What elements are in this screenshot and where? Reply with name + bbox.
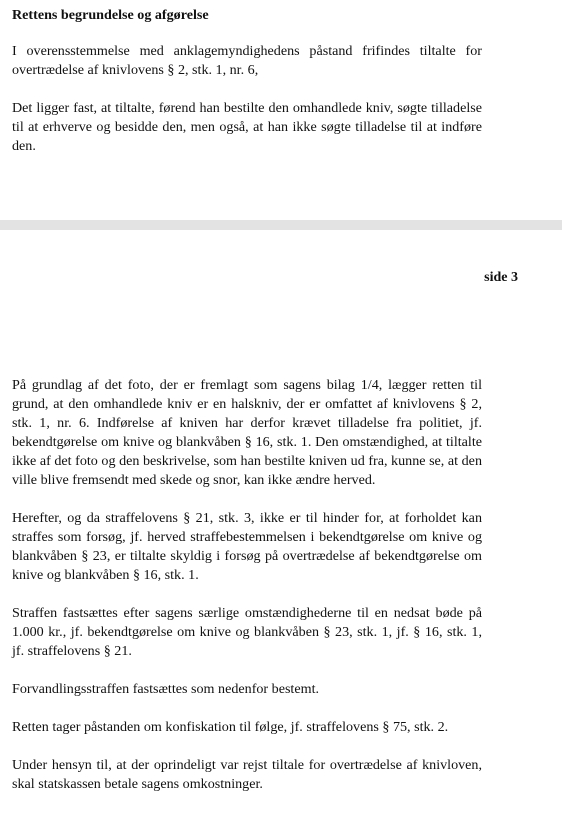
paragraph-confiscation: Retten tager påstanden om konfiskation til følge, jf. straffelovens § 75, stk. 2. (12, 719, 449, 735)
paragraph-acquittal: I overensstemmelse med anklagemyndighedens påstand frifindes tiltalte for overtrædelse af knivlovens § 2, stk. 1, nr. 6, (12, 43, 482, 78)
paragraph-knife-assessment: På grundlag af det foto, der er fremlagt som sagens bilag 1/4, lægger retten til grund, at den omhandlede kniv er en halskniv, der er omfattet af knivlovens § 2, stk. 1, nr. 6. Indførelse af kniven har derfor krævet tilladelse fra politiet, jf. bekendtgørelse om knive og blankvåben § 16, stk. 1. Den omstændighed, at tiltalte ikke af det foto og den beskrivelse, som han bestilte kniven ud fra, kunne se, at den ville blive fremsendt med skede og snor, kan ikke ændre herved. (12, 377, 482, 488)
paragraph-conversion: Forvandlingsstraffen fastsættes som nedenfor bestemt. (12, 681, 320, 697)
page-number: side 3 (484, 270, 518, 285)
page-top-content (12, 6, 482, 175)
section-heading: Rettens begrundelse og afgørelse (12, 7, 209, 23)
document-page-top (0, 0, 562, 220)
page-separator (0, 220, 562, 230)
paragraph-attempt: Herefter, og da straffelovens § 21, stk. 3, ikke er til hinder for, at forholdet kan straffes som forsøg, jf. herved straffebestemmelsen i bekendtgørelse om knive og blankvåben § 23, er tiltalte skyldig i forsøg på overtrædelse af bekendtgørelse om knive og blankvåben § 16, stk. 1. (12, 510, 482, 583)
paragraph-facts: Det ligger fast, at tiltalte, førend han bestilte den omhandlede kniv, søgte tilladelse til at erhverve og besidde den, men også, at han ikke søgte tilladelse til at indføre den. (12, 100, 482, 154)
page-bottom-content (12, 376, 482, 813)
paragraph-penalty: Straffen fastsættes efter sagens særlige omstændighederne til en nedsat bøde på 1.000 kr., jf. bekendtgørelse om knive og blankvåben § 23, stk. 1, jf. § 16, stk. 1, jf. straffelovens § 21. (12, 605, 482, 659)
document-page-bottom (0, 230, 562, 800)
paragraph-costs: Under hensyn til, at der oprindeligt var rejst tiltale for overtrædelse af knivloven, skal statskassen betale sagens omkostninger. (12, 757, 482, 792)
